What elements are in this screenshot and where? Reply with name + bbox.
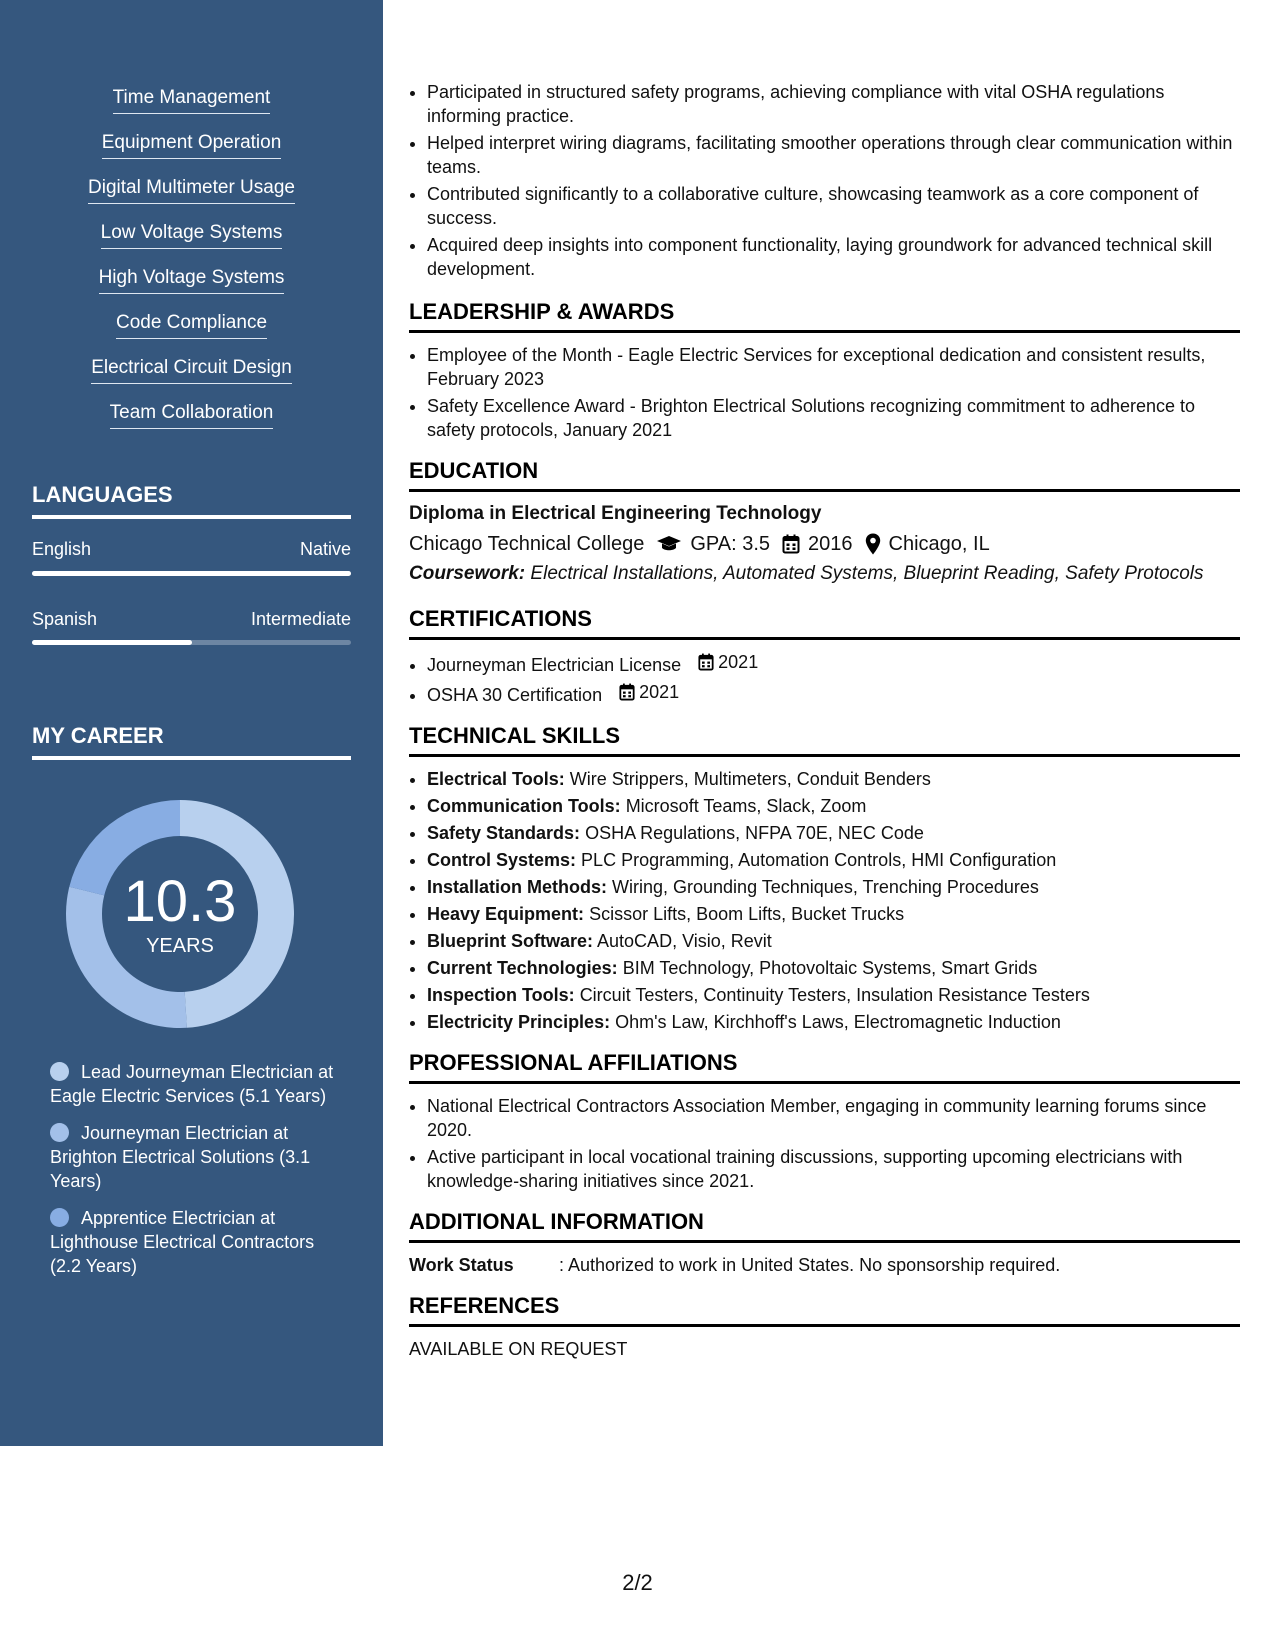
certification-date: 2021 xyxy=(698,650,758,674)
career-dot xyxy=(50,1062,69,1081)
education-gpa: GPA: 3.5 xyxy=(690,533,771,555)
map-pin-icon xyxy=(865,533,881,555)
technical-skills-heading: TECHNICAL SKILLS xyxy=(409,723,1240,757)
skill-item: Electrical Circuit Design xyxy=(0,356,383,401)
list-item: • Blueprint Software: AutoCAD, Visio, Revit xyxy=(427,929,1240,953)
calendar-icon xyxy=(698,653,714,671)
career-item: Journeyman Electrician at Brighton Electrical Solutions (3.1 Years) xyxy=(50,1123,311,1191)
language-english xyxy=(32,539,351,560)
languages-heading: LANGUAGES xyxy=(32,482,351,519)
list-item: • Contributed significantly to a collaborative culture, showcasing teamwork as a core component of success. xyxy=(427,182,1240,230)
career-list xyxy=(50,1060,340,1291)
education-degree: Diploma in Electrical Engineering Technology xyxy=(409,503,822,524)
calendar-icon xyxy=(782,534,800,554)
education-heading: EDUCATION xyxy=(409,458,1240,492)
list-item: • National Electrical Contractors Association Member, engaging in community learning forums since 2020. xyxy=(427,1094,1240,1142)
language-bar xyxy=(32,640,351,645)
education-details xyxy=(409,532,1240,556)
certifications-list xyxy=(409,650,1240,707)
list-item: • Inspection Tools: Circuit Testers, Continuity Testers, Insulation Resistance Testers xyxy=(427,983,1240,1007)
leadership-list xyxy=(409,343,1240,442)
language-name: Spanish xyxy=(32,609,98,629)
list-item: • Participated in structured safety programs, achieving compliance with vital OSHA regulations informing practice. xyxy=(427,80,1240,128)
skill-item: High Voltage Systems xyxy=(0,266,383,311)
career-dot xyxy=(50,1123,69,1142)
sidebar xyxy=(0,0,383,1446)
skill-item: Digital Multimeter Usage xyxy=(0,176,383,221)
coursework-label: Coursework: xyxy=(409,563,526,584)
technical-skills-list xyxy=(409,767,1240,1034)
list-item: • Installation Methods: Wiring, Grounding Techniques, Trenching Procedures xyxy=(427,875,1240,899)
work-status-label: Work Status xyxy=(409,1255,514,1275)
language-level: Intermediate xyxy=(250,609,351,629)
certifications-heading: CERTIFICATIONS xyxy=(409,606,1240,640)
education-location: Chicago, IL xyxy=(888,533,990,555)
experience-bullets xyxy=(409,80,1240,281)
list-item: • Acquired deep insights into component functionality, laying groundwork for advanced technical skill development. xyxy=(427,233,1240,281)
career-heading: MY CAREER xyxy=(32,723,351,760)
main-content xyxy=(409,80,1240,1361)
leadership-heading: LEADERSHIP & AWARDS xyxy=(409,299,1240,333)
references-text: AVAILABLE ON REQUEST xyxy=(409,1339,628,1359)
list-item: • Communication Tools: Microsoft Teams, Slack, Zoom xyxy=(427,794,1240,818)
list-item: • Safety Excellence Award - Brighton Electrical Solutions recognizing commitment to adherence to safety protocols, January 2021 xyxy=(427,394,1240,442)
work-status-value: : Authorized to work in United States. No sponsorship required. xyxy=(559,1255,1061,1275)
language-bar-fill xyxy=(32,640,192,645)
list-item: • Control Systems: PLC Programming, Automation Controls, HMI Configuration xyxy=(427,848,1240,872)
career-item: Lead Journeyman Electrician at Eagle Electric Services (5.1 Years) xyxy=(50,1062,334,1106)
career-years-unit: YEARS xyxy=(146,935,214,957)
language-bar-fill xyxy=(32,571,351,576)
list-item: • Employee of the Month - Eagle Electric Services for exceptional dedication and consistent results, February 2023 xyxy=(427,343,1240,391)
career-dot xyxy=(50,1208,69,1227)
skill-item: Equipment Operation xyxy=(0,131,383,176)
list-item: • Current Technologies: BIM Technology, Photovoltaic Systems, Smart Grids xyxy=(427,956,1240,980)
additional-info-heading: ADDITIONAL INFORMATION xyxy=(409,1209,1240,1243)
affiliations-list xyxy=(409,1094,1240,1193)
skill-item: Low Voltage Systems xyxy=(0,221,383,266)
education-coursework xyxy=(409,562,1240,586)
calendar-icon xyxy=(619,683,635,701)
work-status xyxy=(409,1253,1240,1277)
skills-list xyxy=(0,86,383,446)
career-item: Apprentice Electrician at Lighthouse Electrical Contractors (2.2 Years) xyxy=(50,1208,315,1276)
education-school: Chicago Technical College xyxy=(409,533,645,555)
career-years-number: 10.3 xyxy=(123,869,237,934)
skill-item: Time Management xyxy=(0,86,383,131)
language-spanish xyxy=(32,609,351,630)
skill-item: Code Compliance xyxy=(0,311,383,356)
list-item: • Helped interpret wiring diagrams, facilitating smoother operations through clear communication within teams. xyxy=(427,131,1240,179)
education-year: 2016 xyxy=(808,533,853,555)
career-total xyxy=(66,800,294,1028)
language-bar xyxy=(32,571,351,576)
list-item: • Heavy Equipment: Scissor Lifts, Boom Lifts, Bucket Trucks xyxy=(427,902,1240,926)
list-item: • Active participant in local vocational training discussions, supporting upcoming electricians with knowledge-sharing initiatives since 2021. xyxy=(427,1145,1240,1193)
list-item: • Safety Standards: OSHA Regulations, NFPA 70E, NEC Code xyxy=(427,821,1240,845)
list-item: • Electrical Tools: Wire Strippers, Multimeters, Conduit Benders xyxy=(427,767,1240,791)
list-item xyxy=(427,650,1240,677)
language-name: English xyxy=(32,539,92,559)
certification-date: 2021 xyxy=(619,680,679,704)
skill-item: Team Collaboration xyxy=(0,401,383,446)
coursework-value: Electrical Installations, Automated Systems, Blueprint Reading, Safety Protocols xyxy=(530,563,1204,584)
certification-name: OSHA 30 Certification xyxy=(427,685,603,705)
certification-name: Journeyman Electrician License xyxy=(427,655,682,675)
graduation-cap-icon xyxy=(656,535,682,553)
references-heading: REFERENCES xyxy=(409,1293,1240,1327)
list-item xyxy=(427,680,1240,707)
list-item: • Electricity Principles: Ohm's Law, Kirchhoff's Laws, Electromagnetic Induction xyxy=(427,1010,1240,1034)
page-number: 2/2 xyxy=(622,1570,653,1595)
language-level: Native xyxy=(299,539,351,559)
affiliations-heading: PROFESSIONAL AFFILIATIONS xyxy=(409,1050,1240,1084)
